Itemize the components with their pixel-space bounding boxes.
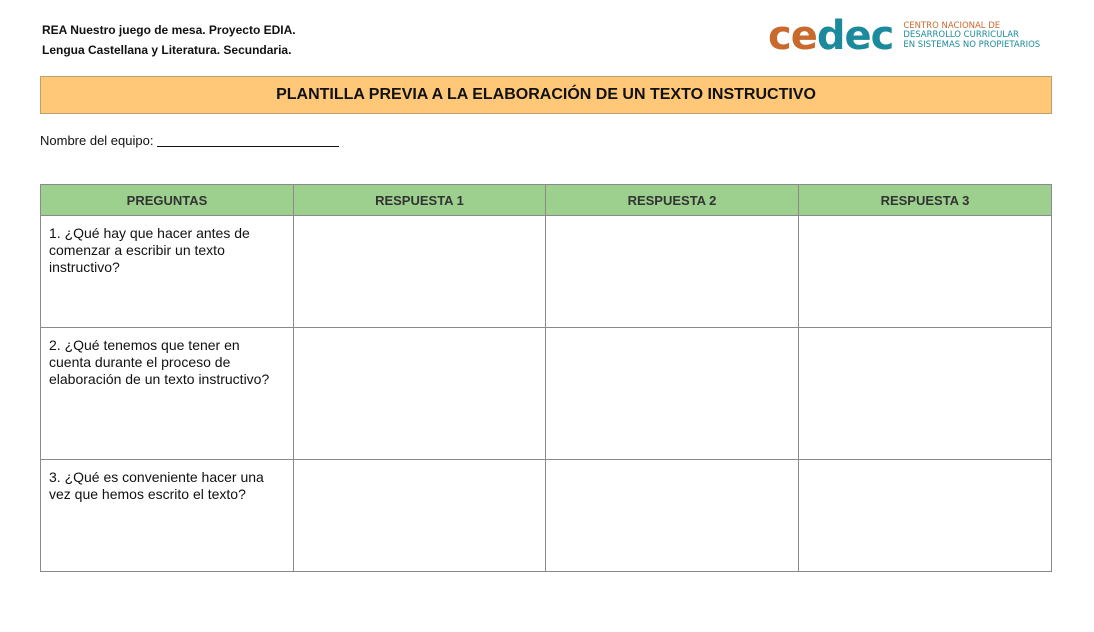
answer-cell[interactable]	[799, 460, 1052, 572]
header-respuesta-3: RESPUESTA 3	[799, 185, 1052, 216]
table-row	[41, 328, 1052, 460]
team-name-blank[interactable]	[157, 146, 339, 147]
logo-word-part2: dec	[816, 13, 894, 59]
header-preguntas: PREGUNTAS	[41, 185, 294, 216]
answer-cell[interactable]	[799, 216, 1052, 328]
header-respuesta-1: RESPUESTA 1	[294, 185, 546, 216]
logo-subtitle-line2: DESARROLLO CURRICULAR	[903, 30, 1019, 41]
cedec-logo	[768, 14, 1040, 58]
question-cell: 2. ¿Qué tenemos que tener en cuenta durante el proceso de elaboración de un texto instructivo?	[41, 328, 294, 460]
header-respuesta-2: RESPUESTA 2	[546, 185, 799, 216]
questions-table	[40, 184, 1052, 572]
logo-subtitle-line1: CENTRO NACIONAL DE	[903, 20, 1001, 31]
answer-cell[interactable]	[546, 460, 799, 572]
question-cell: 3. ¿Qué es conveniente hacer una vez que hemos escrito el texto?	[41, 460, 294, 572]
logo-word-part1: ce	[768, 13, 817, 59]
header-project-line: REA Nuestro juego de mesa. Proyecto EDIA.	[42, 23, 296, 37]
header-subject-line: Lengua Castellana y Literatura. Secundaria.	[42, 43, 292, 57]
table-row	[41, 460, 1052, 572]
answer-cell[interactable]	[294, 460, 546, 572]
answer-cell[interactable]	[799, 328, 1052, 460]
logo-subtitle	[903, 22, 1040, 51]
answer-cell[interactable]	[546, 328, 799, 460]
logo-subtitle-line3: EN SISTEMAS NO PROPIETARIOS	[903, 39, 1041, 50]
document-header	[42, 20, 296, 60]
table-header-row	[41, 185, 1052, 216]
team-name-label: Nombre del equipo:	[40, 133, 154, 148]
answer-cell[interactable]	[294, 328, 546, 460]
question-cell: 1. ¿Qué hay que hacer antes de comenzar a escribir un texto instructivo?	[41, 216, 294, 328]
answer-cell[interactable]	[294, 216, 546, 328]
logo-wordmark	[768, 14, 893, 58]
template-title: PLANTILLA PREVIA A LA ELABORACIÓN DE UN TEXTO INSTRUCTIVO	[40, 76, 1052, 114]
table-row	[41, 216, 1052, 328]
team-name-line	[40, 133, 339, 148]
answer-cell[interactable]	[546, 216, 799, 328]
